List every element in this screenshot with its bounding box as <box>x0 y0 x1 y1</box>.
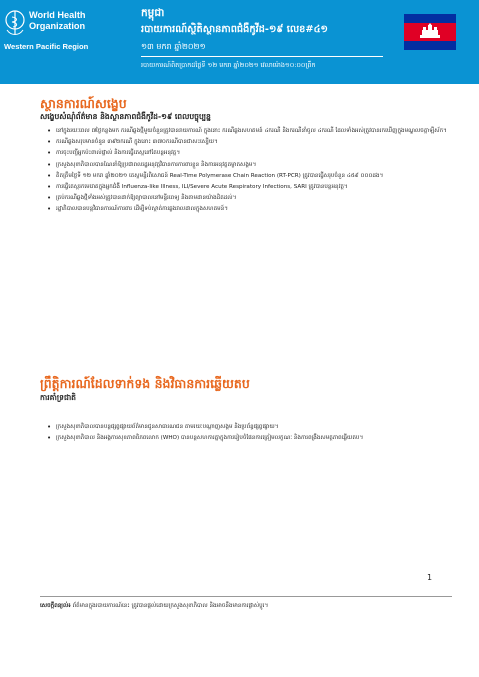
list-item: • រដ្ឋាភិបាលបានបន្តវិធានការណ៍ការពារ ដើម្បីទប់ស្កាត់ការឆ្លងរាលដាលក្នុងសហគមន៍។ <box>56 204 467 215</box>
report-title: របាយការណ៍ស្ថិតិស្ថានភាពជំងឺកូវីដ-១៩ លេខ#៤១ <box>141 24 328 35</box>
cambodia-flag-icon <box>404 14 456 50</box>
footnote-label: សេចក្តីពន្យល់៖ <box>40 603 71 609</box>
list-item: • ករណីឆ្លងសរុបមានចំនួន ៣៩២ករណី ក្នុងនោះ ៣៧០ករណីបានជាសះស្បើយ។ <box>56 137 467 148</box>
section-subheading-summary: សង្ខេបសំណុំព័ត៌មាន និងស្ថានភាពជំងឺកូវីដ-១៩ ពេលបច្ចុប្បន្ន <box>40 112 211 121</box>
region-name: Western Pacific Region <box>4 42 89 51</box>
report-as-of: របាយការណ៍ពិតប្រាកដថ្ងៃទី ១២ មករា ឆ្នាំ២០២១ វេលាម៉ោង១០:០០ព្រឹក <box>141 61 316 69</box>
footnote <box>40 601 452 611</box>
header-banner <box>0 0 479 84</box>
summary-bullet-list <box>40 126 467 216</box>
country-name: កម្ពុជា <box>141 7 165 19</box>
list-item: • គិតត្រឹមថ្ងៃទី ១២ មករា ឆ្នាំ២០២១ តេស្តមន្ទីរពិសោធន៍ Real-Time Polymerase Chain Reaction (RT-PCR) ត្រូវបានធ្វើសរុបចំនួន ៤៥៩ ០០០ដង។ <box>56 171 467 182</box>
page-number: 1 <box>427 573 433 582</box>
list-item: • ការធ្វើតេស្តរកមេរោគក្នុងអ្នកជំងឺ Influenza-like Illness, ILI/Severe Acute Respiratory Infections, SARI ត្រូវបានបន្តអនុវត្ត។ <box>56 182 467 193</box>
list-item: • ក្រសួងសុខាភិបាលបានណែនាំឱ្យប្រជាពលរដ្ឋអនុវត្តវិធានការការពារខ្លួន និងការអនុវត្តគម្លាតសង្គម។ <box>56 160 467 171</box>
report-date: ១៣ មករា ឆ្នាំ២០២១ <box>141 42 206 51</box>
list-item: • ការចុះបញ្ជីអ្នកប៉ះពាល់ផ្ទាល់ និងការធ្វើតេស្តនៅតែបន្តអនុវត្ត។ <box>56 148 467 159</box>
org-name <box>29 10 99 31</box>
footnote-text: ព័ត៌មានក្នុងរបាយការណ៍នេះ ត្រូវបានផ្តល់ដោយក្រសួងសុខាភិបាល និងអាចនឹងមានការផ្លាស់ប្តូរ។ <box>72 603 269 609</box>
who-emblem-icon <box>4 8 26 40</box>
section-heading-response: ព្រឹត្តិការណ៍ដែលទាក់ទង និងវិធានការឆ្លើយតប <box>40 376 250 391</box>
list-item: • គ្រប់ករណីឆ្លងថ្មីទាំងអស់ត្រូវបានដាក់ឱ្យព្យាបាលនៅមន្ទីរពេទ្យ និងតាមដានយ៉ាងដិតដល់។ <box>56 193 467 204</box>
section-subheading-response: ការគាំទ្រជាតិ <box>40 393 77 402</box>
header-divider <box>141 56 383 57</box>
list-item: • ក្រសួងសុខាភិបាលបានបន្តផ្សព្វផ្សាយព័ត៌មានជូនសាធារណជន តាមរយៈបណ្តាញសង្គម និងប្រព័ន្ធផ្សព្វផ្សាយ។ <box>56 422 467 433</box>
section-heading-summary: ស្ថានការណ៍សង្ខេប <box>40 96 127 111</box>
org-name-text: World Health Organization <box>29 10 86 31</box>
footnote-divider <box>40 596 452 597</box>
list-item: • ក្រសួងសុខាភិបាល និងអង្គការសុខភាពពិភពលោក (WHO) បានបន្តសហការគ្នាក្នុងការរៀបចំផែនការត្រៀមលក្ខណៈ និងការពង្រឹងសមត្ថភាពឆ្លើយតប។ <box>56 433 467 444</box>
response-bullet-list <box>40 422 467 444</box>
list-item: • នៅក្នុងរយៈពេល ៧ថ្ងៃកន្លងមក ករណីឆ្លងថ្មីមួយចំនួនត្រូវបានរាយការណ៍ ក្នុងនោះ ករណីឆ្លងសហគមន៍ ៤ករណី និងករណីនាំចូល ៤ករណី ដែលទាំងអស់ត្រូវបានរកឃើញក្នុងមណ្ឌលចត្តាឡីស័ក។ <box>56 126 467 137</box>
